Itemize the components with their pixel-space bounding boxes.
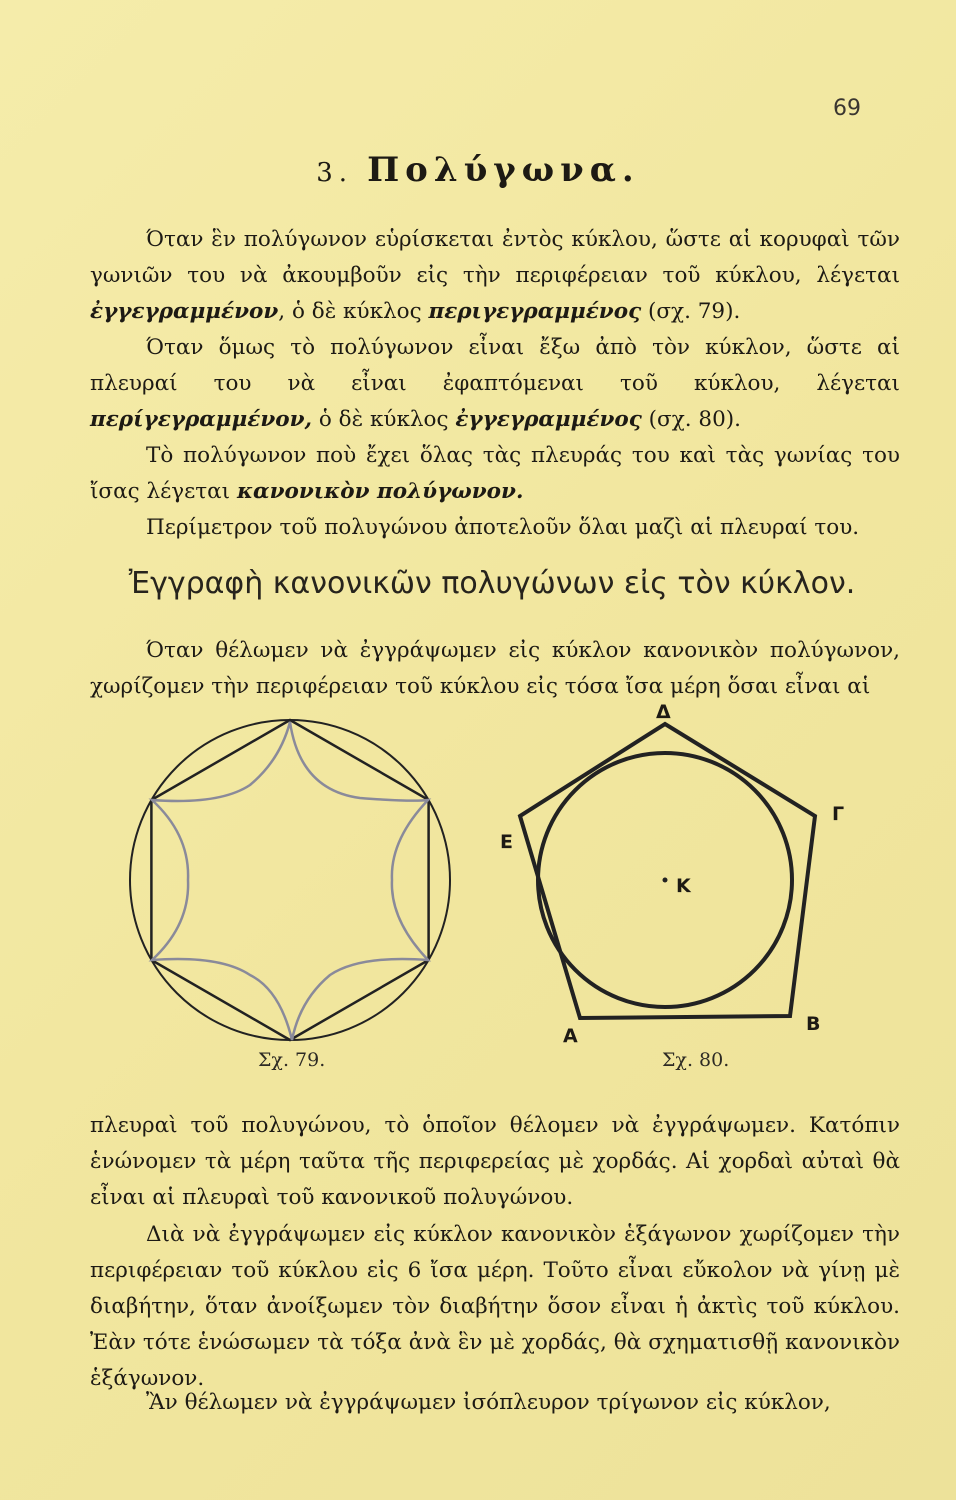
term-circumscribed-polygon: περίγεγραμμένον, [90, 407, 313, 432]
paragraph-triangle: Ἂν θέλωμεν νὰ ἐγγράψωμεν ἰσόπλευρον τρίγωνον εἰς κύκλον, [146, 1390, 831, 1415]
figure-79 [130, 720, 450, 1040]
section-number: 3. [316, 158, 354, 188]
paragraph-regular-polygon: Τὸ πολύγωνον ποὺ ἔχει ὅλας τὰς πλευράς του καὶ τὰς γωνίας του ἴσας λέγεται κανονικὸν πολύγωνον. [90, 443, 900, 504]
paragraph-perimeter: Περίμετρον τοῦ πολυγώνου ἀποτελοῦν ὅλαι μαζὶ αἱ πλευραί του. [146, 515, 860, 540]
caption-fig79: Σχ. 79. [258, 1049, 326, 1071]
fig80-pentagon [520, 724, 815, 1018]
fig80-label-a: Α [563, 1025, 578, 1047]
fig80-label-k: Κ [676, 875, 691, 897]
term-regular-polygon: κανονικὸν πολύγωνον. [236, 479, 524, 504]
fig79-circle [130, 720, 450, 1040]
subheading: Ἐγγραφὴ κανονικῶν πολυγώνων εἰς τὸν κύκλον. [128, 566, 856, 601]
fig80-label-g: Γ [832, 803, 845, 825]
caption-fig80: Σχ. 80. [662, 1049, 730, 1071]
page-number: 69 [833, 96, 861, 121]
paragraph-circumscribed: Όταν ὅμως τὸ πολύγωνον εἶναι ἔξω ἀπὸ τὸν κύκλον, ὥστε αἱ πλευραί του νὰ εἶναι ἐφαπτόμεναι τοῦ κύκλου, λέγεται περίγεγραμμένον, ὁ δὲ κύκλος ἐγγεγραμμένος (σχ. 80). [90, 335, 900, 432]
paragraph-division: Όταν θέλωμεν νὰ ἐγγράψωμεν εἰς κύκλον κανονικὸν πολύγωνον, χωρίζομεν τὴν περιφέρειαν τοῦ κύκλου εἰς τόσα ἴσα μέρη ὅσαι εἶναι αἱ [90, 638, 900, 699]
paragraph-chords: πλευραὶ τοῦ πολυγώνου, τὸ ὁποῖον θέλομεν νὰ ἐγγράψωμεν. Κατόπιν ἑνώνομεν τὰ μέρη ταῦτα τῆς περιφερείας μὲ χορδάς. Αἱ χορδαὶ αὐταὶ θὰ εἶναι αἱ πλευραὶ τοῦ κανονικοῦ πολυγώνου. [90, 1113, 900, 1210]
figure-80 [500, 701, 844, 1047]
term-inscribed: ἐγγεγραμμένον [90, 299, 279, 324]
paragraph-inscribed: Όταν ἓν πολύγωνον εὑρίσκεται ἐντὸς κύκλου, ὥστε αἱ κορυφαὶ τῶν γωνιῶν του νὰ ἀκουμβοῦν εἰς τὴν περιφέρειαν τοῦ κύκλου, λέγεται ἐγγεγραμμένον, ὁ δὲ κύκλος περιγεγραμμένος (σχ. 79). [90, 227, 900, 324]
paragraph-hexagon: Διὰ νὰ ἐγγράψωμεν εἰς κύκλον κανονικὸν ἑξάγωνον χωρίζομεν τὴν περιφέρειαν τοῦ κύκλου εἰς 6 ἴσα μέρη. Τοῦτο εἶναι εὔκολον νὰ γίνῃ μὲ διαβήτην, ὅταν ἀνοίξωμεν τὸν διαβήτην ὅσον εἶναι ἡ ἀκτὶς τοῦ κύκλου. Ἐὰν τότε ἑνώσωμεν τὰ τόξα ἀνὰ ἓν μὲ χορδάς, θὰ σχηματισθῇ κανονικὸν ἑξάγωνον. [90, 1222, 900, 1391]
fig80-center-point [663, 878, 668, 883]
term-inscribed-circle: ἐγγεγραμμένος [455, 407, 642, 432]
fig80-label-e: Ε [500, 831, 513, 853]
section-title: Πολύγωνα. [367, 150, 640, 190]
intro-definitions [90, 222, 900, 546]
fig80-label-d: Δ [656, 701, 671, 723]
fig79-star-sketch [152, 722, 428, 1040]
figures-area [0, 700, 956, 1090]
section-heading [0, 150, 956, 190]
term-circumscribed: περιγεγραμμένος [428, 299, 642, 324]
fig79-hexagon [151, 720, 428, 1040]
fig80-label-b: Β [806, 1013, 821, 1035]
